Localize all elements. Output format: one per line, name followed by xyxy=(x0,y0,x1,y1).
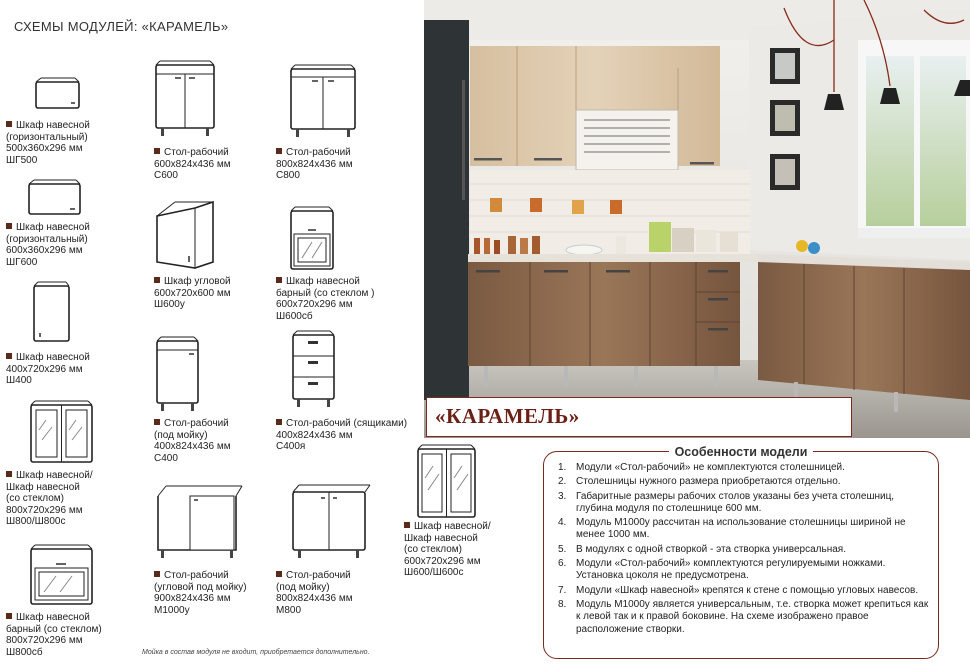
module-drawing-s600 xyxy=(155,60,217,138)
brand-banner xyxy=(426,397,852,437)
module-drawing-shg500 xyxy=(35,77,81,111)
bullet-icon xyxy=(6,471,12,477)
module-drawing-s400ya xyxy=(292,330,338,410)
module-caption-shg500: Шкаф навесной (горизонтальный) 500х360х296 мм ШГ500 xyxy=(6,120,90,166)
feature-item: 2. Столешницы нужного размера приобретаются отдельно. xyxy=(558,476,841,488)
module-caption-sh400: Шкаф навесной 400х720х296 мм Ш400 xyxy=(6,352,90,386)
bullet-icon xyxy=(6,613,12,619)
bullet-icon xyxy=(154,277,160,283)
module-caption-sh600u: Шкаф угловой 600х720х600 мм Ш600у xyxy=(154,276,231,310)
module-caption-s600: Стол-рабочий 600х824х436 мм С600 xyxy=(154,147,231,181)
bullet-icon xyxy=(154,419,160,425)
module-drawing-sh600u xyxy=(155,200,219,272)
module-caption-sh600: Шкаф навесной/ Шкаф навесной (со стеклом) 600х720х296 мм Ш600/Ш600с xyxy=(404,521,491,578)
feature-item: 8. Модуль М1000у является универсальным, т.е. створка может крепиться как к левой так и к правой боковине. На схеме изображено правое расположение створки. xyxy=(558,598,929,635)
features-box xyxy=(543,445,939,659)
bullet-icon xyxy=(6,121,12,127)
module-drawing-m1000u xyxy=(152,484,244,562)
module-caption-s400ya: Стол-рабочий (сящиками) 400х824х436 мм С400я xyxy=(276,418,408,452)
bullet-icon xyxy=(276,571,282,577)
module-caption-sh600sb: Шкаф навесной барный (со стеклом ) 600х720х296 мм Ш600сб xyxy=(276,276,375,322)
module-drawing-sh600sb xyxy=(290,206,336,272)
module-caption-sh800sb: Шкаф навесной барный (со стеклом) 800х720х296 мм Ш800сб xyxy=(6,612,102,658)
kitchen-photo xyxy=(424,0,970,438)
bullet-icon xyxy=(154,571,160,577)
bullet-icon xyxy=(6,223,12,229)
feature-item: 4. Модуль М1000у рассчитан на использование столешницы шириной не менее 1000 мм. xyxy=(558,517,906,541)
feature-item: 7. Модули «Шкаф навесной» крепятся к стене с помощью угловых навесов. xyxy=(558,584,919,596)
features-title: Особенности модели xyxy=(544,443,938,461)
module-drawing-s400 xyxy=(156,336,202,412)
bullet-icon xyxy=(404,522,410,528)
module-drawing-m800 xyxy=(292,484,372,562)
module-drawing-sh800 xyxy=(30,400,94,464)
module-caption-m1000u: Стол-рабочий (угловой под мойку) 900х824х436 мм М1000у xyxy=(154,570,247,616)
page-title: СХЕМЫ МОДУЛЕЙ: «КАРАМЕЛЬ» xyxy=(14,19,229,34)
module-caption-m800: Стол-рабочий (под мойку) 800х824х436 мм М800 xyxy=(276,570,353,616)
footnote: Мойка в состав модуля не входит, приобретается дополнительно. xyxy=(142,649,370,656)
module-caption-shg600: Шкаф навесной (горизонтальный) 600х360х296 мм ШГ600 xyxy=(6,222,90,268)
module-caption-s800: Стол-рабочий 800х824х436 мм С800 xyxy=(276,147,353,181)
module-drawing-sh400 xyxy=(33,281,71,343)
bullet-icon xyxy=(276,419,282,425)
module-drawing-sh600 xyxy=(417,444,479,520)
bullet-icon xyxy=(276,148,282,154)
feature-item: 6. Модули «Стол-рабочий» комплектуются регулируемыми ножками. Установка цоколя не предусмотрена. xyxy=(558,558,886,582)
feature-item: 5. В модулях с одной створкой - эта створка универсальная. xyxy=(558,543,846,555)
bullet-icon xyxy=(276,277,282,283)
module-caption-s400: Стол-рабочий (под мойку) 400х824х436 мм С400 xyxy=(154,418,231,464)
bullet-icon xyxy=(154,148,160,154)
feature-item: 3. Габаритные размеры рабочих столов указаны без учета столешниц, глубина модуля по столешнице 600 мм. xyxy=(558,490,895,514)
brand-name: «КАРАМЕЛЬ» xyxy=(435,404,580,428)
feature-item: 1. Модули «Стол-рабочий» не комплектуются столешницей. xyxy=(558,462,845,473)
module-caption-sh800: Шкаф навесной/ Шкаф навесной (со стеклом) 800х720х296 мм Ш800/Ш800с xyxy=(6,470,93,527)
features-list xyxy=(558,462,930,638)
bullet-icon xyxy=(6,353,12,359)
module-drawing-s800 xyxy=(290,64,358,140)
module-drawing-sh800sb xyxy=(30,544,94,606)
module-drawing-shg600 xyxy=(28,179,82,217)
kitchen-illustration xyxy=(424,0,970,438)
